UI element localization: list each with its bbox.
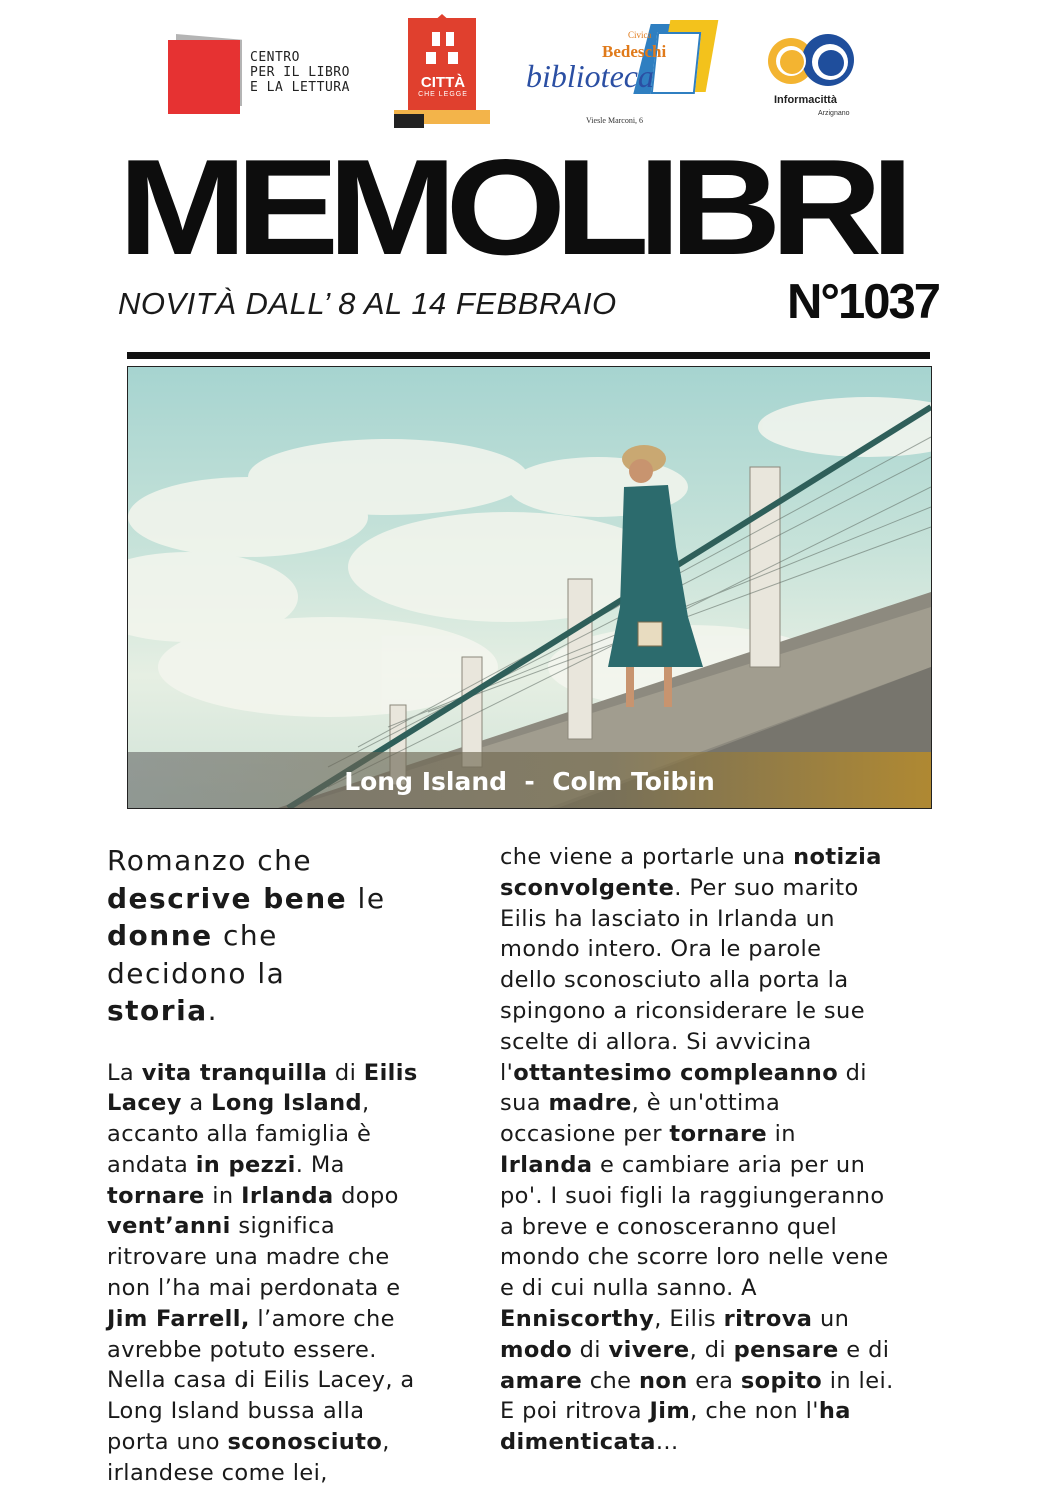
text-run: accanto alla famiglia è xyxy=(107,1121,372,1148)
bold-text: sconvolgente xyxy=(500,874,675,901)
text-run: a xyxy=(181,1090,212,1117)
text-run: era xyxy=(687,1367,741,1394)
text-run: in lei. xyxy=(822,1367,894,1394)
right-body-line xyxy=(500,1427,980,1458)
article-body-right xyxy=(500,842,980,1458)
bold-text: amare xyxy=(500,1367,583,1394)
page-title: MEMOLIBRI xyxy=(118,132,903,282)
citta-label: CITTÀ xyxy=(420,74,466,91)
bold-text: tornare xyxy=(107,1182,205,1209)
bubble-core xyxy=(818,50,844,76)
tower-window xyxy=(426,52,436,64)
bold-text: madre xyxy=(548,1090,632,1117)
right-body-line xyxy=(500,1304,980,1335)
bold-text: vent’anni xyxy=(107,1213,231,1240)
text-run: andata xyxy=(107,1151,196,1178)
biblioteca-address: Viesle Marconi, 6 xyxy=(586,116,644,125)
article-lead xyxy=(107,842,479,1030)
biblioteca-small-label: Civica xyxy=(628,30,652,40)
text-run: , Eilis xyxy=(654,1305,724,1332)
text-run: Romanzo che xyxy=(107,844,313,877)
bold-text: Jim Farrell, xyxy=(107,1305,250,1332)
text-run: di xyxy=(838,1059,867,1086)
right-body-line xyxy=(500,965,980,996)
cepell-text-line1: CENTRO xyxy=(250,50,300,65)
cepell-text-line2: PER IL LIBRO xyxy=(250,65,350,80)
article-column-right xyxy=(500,842,980,1458)
text-run: sua xyxy=(500,1090,549,1117)
lead-line xyxy=(107,842,479,880)
bold-text: in pezzi xyxy=(195,1151,296,1178)
bold-text: storia xyxy=(107,994,208,1027)
informacitta-logo xyxy=(762,18,874,130)
bold-text: Long Island xyxy=(211,1090,363,1117)
biblioteca-bedeschi-logo xyxy=(524,18,730,130)
text-run: ... xyxy=(655,1429,679,1456)
bold-text: notizia xyxy=(793,844,882,870)
lead-line xyxy=(107,992,479,1030)
bold-text: sopito xyxy=(740,1367,823,1394)
text-run: di xyxy=(572,1336,609,1363)
left-body-line xyxy=(107,1150,479,1181)
cover-image xyxy=(127,366,932,809)
text-run: avrebbe potuto essere. xyxy=(107,1336,377,1363)
arzignano-label: Arzignano xyxy=(818,110,850,117)
bold-text: vivere xyxy=(608,1336,690,1363)
left-body-line xyxy=(107,1242,479,1273)
cepell-red-square-icon xyxy=(168,40,240,114)
text-run: dopo xyxy=(333,1182,399,1209)
bold-text: Lacey xyxy=(107,1090,182,1117)
bold-text: vita tranquilla xyxy=(141,1059,328,1086)
lead-line xyxy=(107,955,479,993)
right-body-line xyxy=(500,1273,980,1304)
text-run: occasione per xyxy=(500,1121,670,1148)
text-run: e di xyxy=(838,1336,890,1363)
bold-text: Irlanda xyxy=(500,1151,593,1178)
text-run: le xyxy=(347,881,386,915)
text-run: po'. I suoi figli la raggiungeranno xyxy=(500,1182,885,1209)
right-body-line xyxy=(500,934,980,965)
left-body-line xyxy=(107,1181,479,1212)
bubble-core xyxy=(780,50,804,74)
text-run: un xyxy=(812,1305,850,1332)
bold-text: ottantesimo compleanno xyxy=(513,1059,839,1086)
left-body-line xyxy=(107,1427,479,1458)
biblioteca-wordmark: biblioteca xyxy=(526,58,654,94)
left-body-line xyxy=(107,1304,479,1335)
right-body-line xyxy=(500,1335,980,1366)
header-divider xyxy=(127,352,930,359)
left-body-line xyxy=(107,1273,479,1304)
text-run: che viene a portarle una xyxy=(500,844,794,870)
bold-text: descrive bene xyxy=(107,881,348,915)
text-run: , xyxy=(382,1429,390,1456)
citta-che-legge-logo xyxy=(386,18,500,130)
bold-text: Irlanda xyxy=(241,1182,334,1209)
left-body-line xyxy=(107,1058,479,1089)
bold-text: Jim xyxy=(649,1398,691,1425)
text-run: Eilis ha lasciato in Irlanda un xyxy=(500,905,835,932)
left-body-line xyxy=(107,1335,479,1366)
left-body-line xyxy=(107,1458,479,1489)
text-run: in xyxy=(767,1121,796,1148)
bold-text: Eilis xyxy=(363,1059,418,1086)
text-run: non l’ha mai perdonata e xyxy=(107,1275,401,1302)
text-run: mondo intero. Ora le parole xyxy=(500,936,822,963)
book-caption: Long Island - Colm Toibin xyxy=(344,767,715,796)
text-run: . xyxy=(207,994,218,1027)
text-run: E poi ritrova xyxy=(500,1398,650,1425)
text-run: mondo che scorre loro nelle vene xyxy=(500,1244,889,1271)
left-body-line xyxy=(107,1365,479,1396)
tower-window xyxy=(446,32,454,46)
text-run: , è un'ottima xyxy=(631,1090,781,1117)
text-run: l' xyxy=(500,1059,514,1086)
text-run: l’amore che xyxy=(249,1305,395,1332)
informacitta-label: Informacittà xyxy=(774,94,837,106)
text-run: irlandese come lei, xyxy=(107,1459,328,1486)
bold-text: sconosciuto xyxy=(227,1429,383,1456)
right-body-line xyxy=(500,1366,980,1397)
right-body-line xyxy=(500,1242,980,1273)
right-body-line xyxy=(500,842,980,873)
right-body-line xyxy=(500,1150,980,1181)
logo-strip xyxy=(0,18,1059,130)
right-body-line xyxy=(500,1088,980,1119)
right-body-line xyxy=(500,904,980,935)
bedeschi-label: Bedeschi xyxy=(602,42,667,61)
text-run: La xyxy=(107,1059,142,1086)
tower-window xyxy=(448,52,458,64)
bold-text: dimenticata xyxy=(500,1429,656,1456)
book-spine-shape xyxy=(394,114,424,128)
bold-text: Enniscorthy xyxy=(500,1305,655,1332)
bold-text: tornare xyxy=(669,1121,768,1148)
text-run: , di xyxy=(689,1336,734,1363)
article-column-left xyxy=(107,842,479,1489)
che-legge-label: CHE LEGGE xyxy=(418,91,468,98)
text-run: spingono a riconsiderare le sue xyxy=(500,997,865,1024)
bold-text: ritrova xyxy=(723,1305,813,1332)
text-run: Long Island bussa alla xyxy=(107,1398,365,1425)
left-body-line xyxy=(107,1211,479,1242)
text-run: , che non l' xyxy=(690,1398,819,1425)
left-body-line xyxy=(107,1119,479,1150)
left-body-line xyxy=(107,1088,479,1119)
date-range-subtitle: NOVITÀ DALL’ 8 AL 14 FEBBRAIO xyxy=(118,286,617,321)
lead-line xyxy=(107,880,479,918)
text-run: e di cui nulla sanno. A xyxy=(500,1275,757,1302)
right-body-line xyxy=(500,1212,980,1243)
bold-text: modo xyxy=(500,1336,573,1363)
right-body-line xyxy=(500,1181,980,1212)
left-body-line xyxy=(107,1396,479,1427)
text-run: Nella casa di Eilis Lacey, a xyxy=(107,1367,415,1394)
cepell-logo xyxy=(166,18,372,130)
lead-line xyxy=(107,917,479,955)
bold-text: pensare xyxy=(733,1336,839,1363)
bold-text: non xyxy=(638,1367,688,1394)
text-run: in xyxy=(204,1182,242,1209)
right-body-line xyxy=(500,1119,980,1150)
issue-number: N°1037 xyxy=(787,275,939,329)
text-run: . Per suo marito xyxy=(674,874,859,901)
text-run: porta uno xyxy=(107,1429,228,1456)
text-run: di xyxy=(327,1059,364,1086)
text-run: significa xyxy=(230,1213,336,1240)
cover-photo-illustration xyxy=(128,367,931,808)
text-run: , xyxy=(362,1090,370,1117)
text-run: ritrovare una madre che xyxy=(107,1244,390,1271)
text-run: decidono la xyxy=(107,956,286,990)
cepell-text-line3: E LA LETTURA xyxy=(250,80,350,95)
text-run: scelte di allora. Si avvicina xyxy=(500,1028,812,1055)
tower-window xyxy=(432,32,440,46)
text-run: e cambiare aria per un xyxy=(592,1151,866,1178)
bold-text: ha xyxy=(818,1398,851,1425)
right-body-line xyxy=(500,873,980,904)
masthead xyxy=(118,132,938,282)
article-body-left xyxy=(107,1058,479,1489)
bold-text: donne xyxy=(107,919,213,952)
right-body-line xyxy=(500,996,980,1027)
text-run: dello sconosciuto alla porta la xyxy=(500,967,849,994)
right-body-line xyxy=(500,1058,980,1089)
right-body-line xyxy=(500,1027,980,1058)
right-body-line xyxy=(500,1396,980,1427)
text-run: . Ma xyxy=(295,1151,345,1178)
text-run: che xyxy=(582,1367,639,1394)
text-run: a breve e conosceranno quel xyxy=(500,1213,838,1240)
text-run: che xyxy=(212,919,278,952)
